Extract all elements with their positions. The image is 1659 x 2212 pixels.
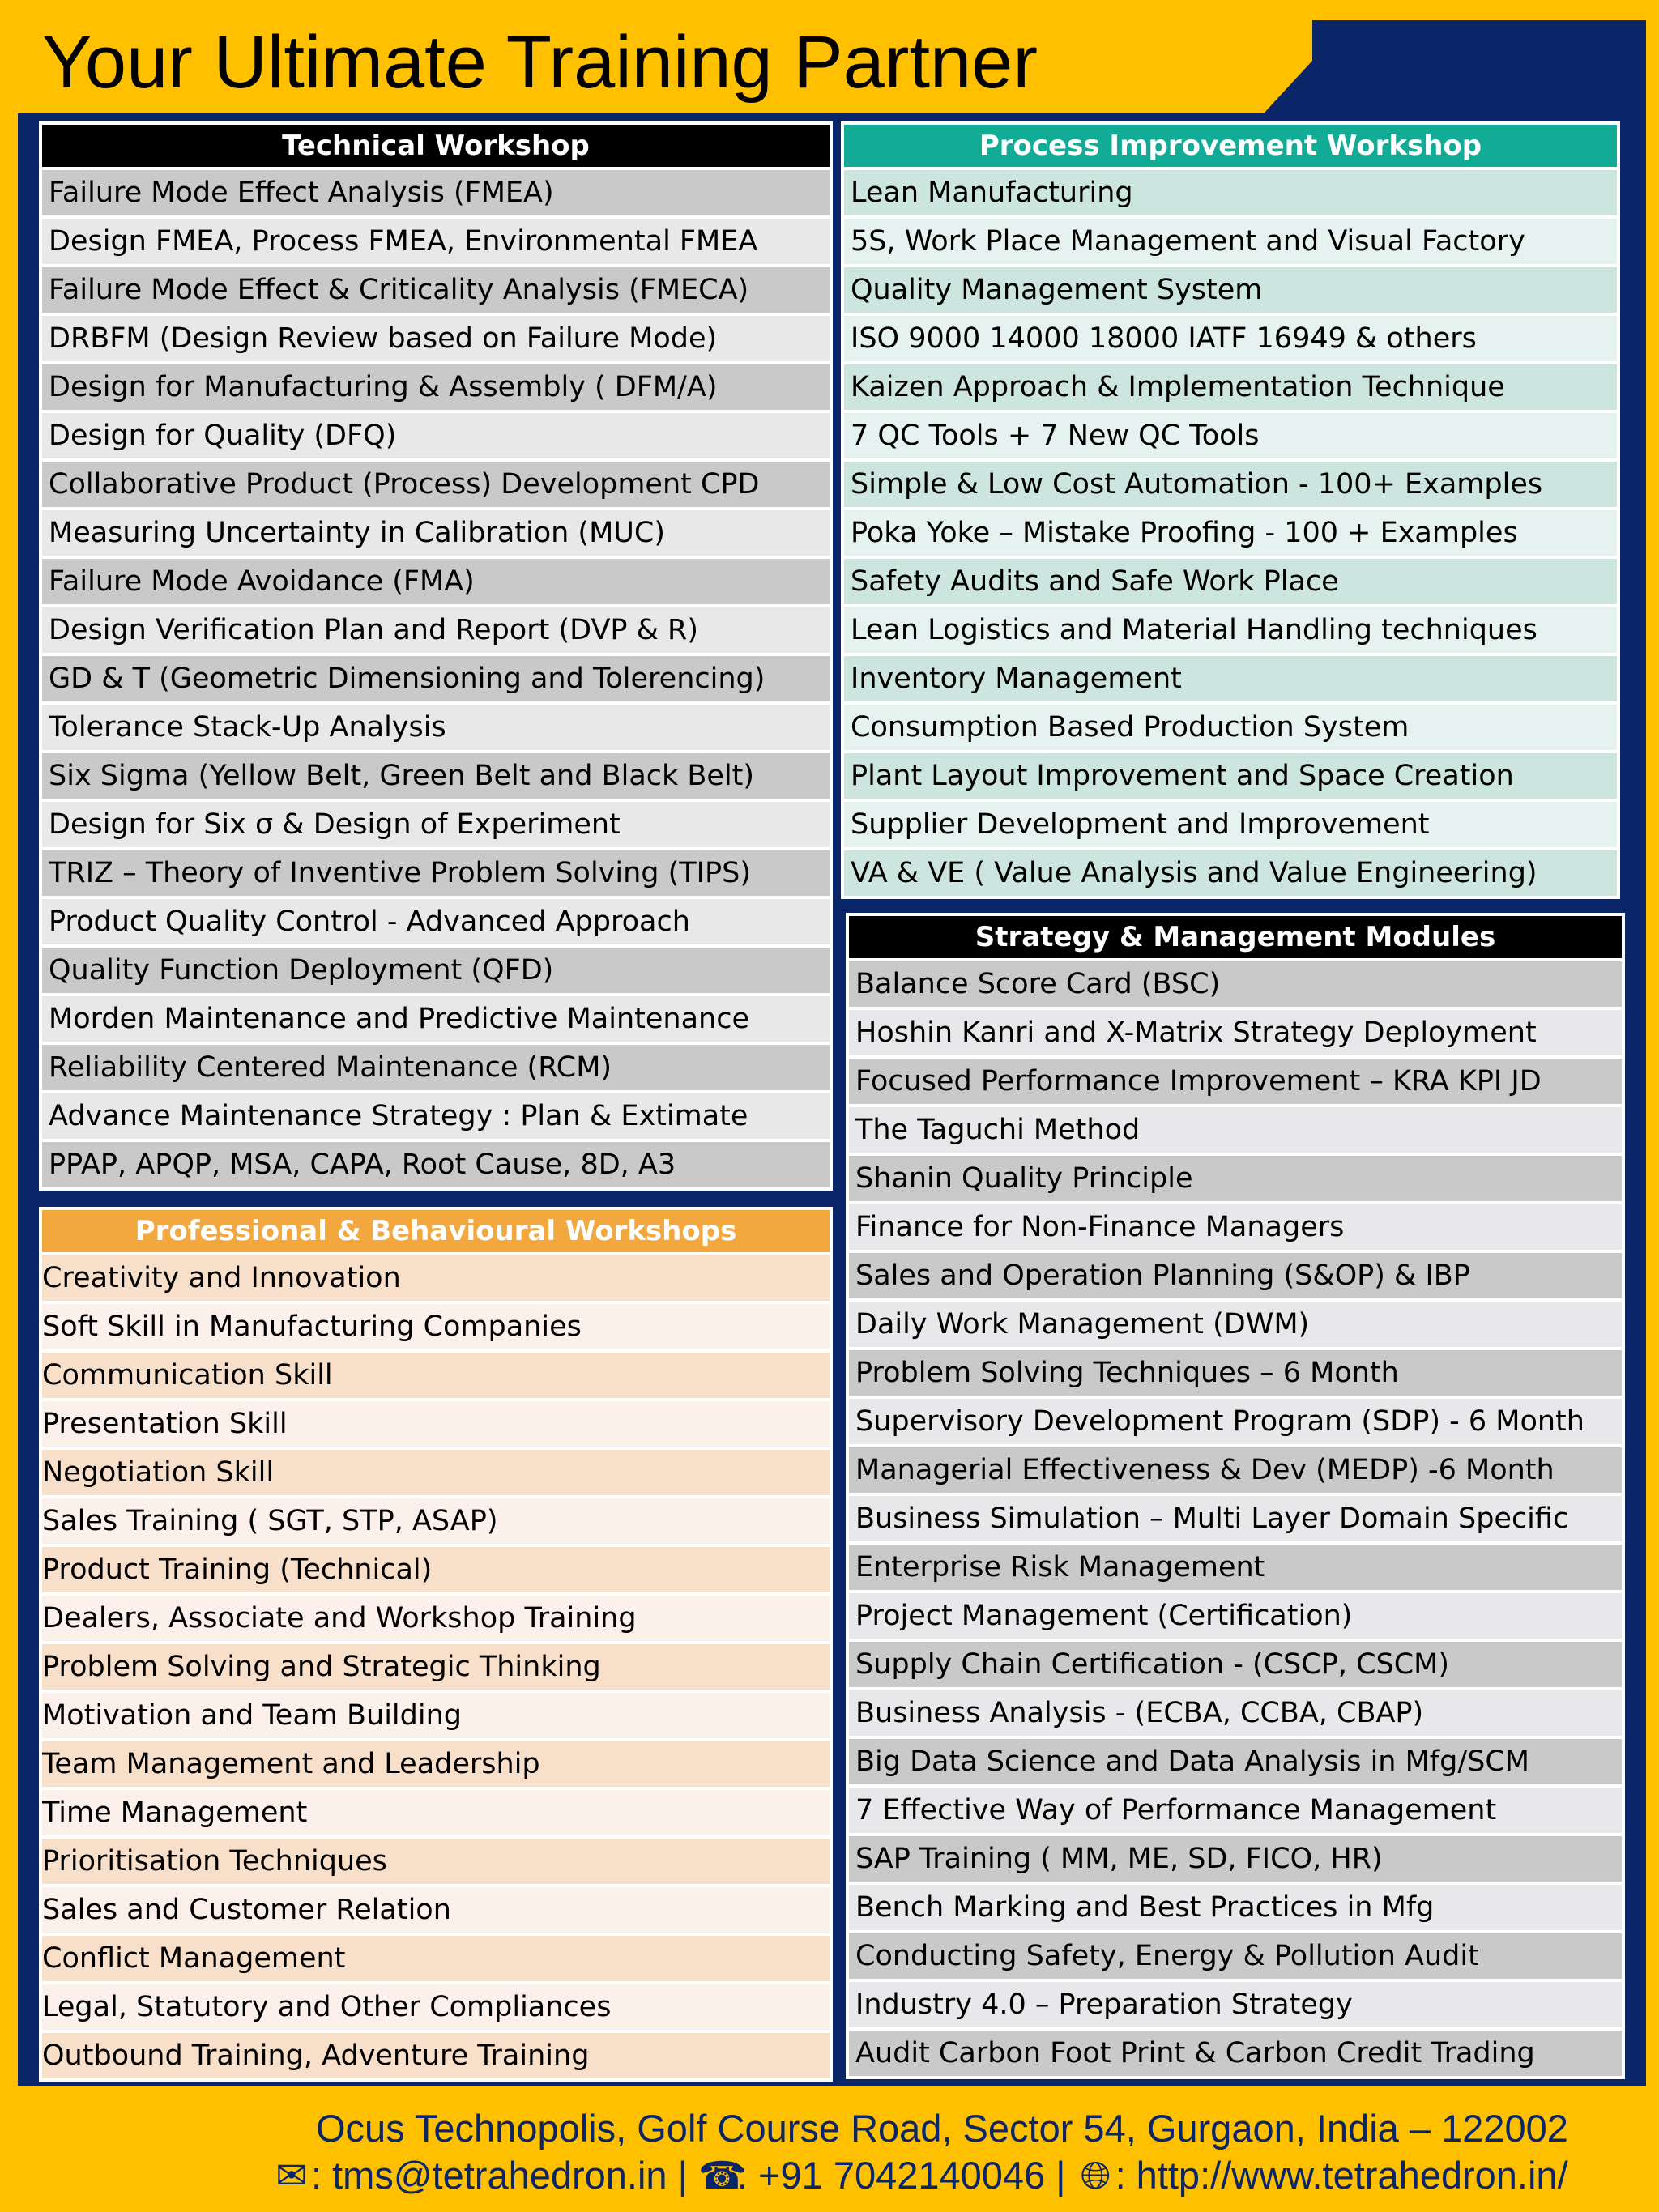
list-item: Focused Performance Improvement – KRA KPI JD (849, 1059, 1622, 1107)
list-item: Project Management (Certification) (849, 1593, 1622, 1642)
list-item: Advance Maintenance Strategy : Plan & Extimate (42, 1093, 830, 1142)
list-item: Design Verification Plan and Report (DVP & R) (42, 607, 830, 656)
list-item: Shanin Quality Principle (849, 1156, 1622, 1204)
professional-behavioural-header: Professional & Behavioural Workshops (42, 1210, 830, 1255)
process-improvement-list (844, 170, 1617, 896)
list-item: Hoshin Kanri and X-Matrix Strategy Deployment (849, 1010, 1622, 1059)
list-item: Managerial Effectiveness & Dev (MEDP) -6 Month (849, 1447, 1622, 1496)
list-item: PPAP, APQP, MSA, CAPA, Root Cause, 8D, A3 (42, 1142, 830, 1187)
list-item: Failure Mode Avoidance (FMA) (42, 559, 830, 607)
separator: | (1056, 2154, 1066, 2197)
list-item: 7 Effective Way of Performance Management (849, 1788, 1622, 1836)
list-item: ISO 9000 14000 18000 IATF 16949 & others (844, 316, 1617, 364)
list-item: Product Quality Control - Advanced Approach (42, 899, 830, 948)
list-item: Design FMEA, Process FMEA, Environmental FMEA (42, 219, 830, 267)
list-item: Tolerance Stack-Up Analysis (42, 705, 830, 753)
strategy-management-panel (846, 913, 1625, 2079)
footer-contact (272, 2151, 1568, 2201)
list-item: Finance for Non-Finance Managers (849, 1204, 1622, 1253)
list-item: Kaizen Approach & Implementation Technique (844, 364, 1617, 413)
list-item: Quality Management System (844, 267, 1617, 316)
list-item: Problem Solving Techniques – 6 Month (849, 1350, 1622, 1399)
list-item: Business Simulation – Multi Layer Domain Specific (849, 1496, 1622, 1545)
list-item: Six Sigma (Yellow Belt, Green Belt and Black Belt) (42, 753, 830, 802)
list-item: 7 QC Tools + 7 New QC Tools (844, 413, 1617, 462)
envelope-icon: ✉ (275, 2154, 308, 2198)
list-item: TRIZ – Theory of Inventive Problem Solving (TIPS) (42, 850, 830, 899)
list-item: Conflict Management (42, 1936, 830, 1984)
strategy-management-list (849, 961, 1622, 2076)
technical-workshop-panel (39, 121, 833, 1191)
footer-address: Ocus Technopolis, Golf Course Road, Sector 54, Gurgaon, India – 122002 (316, 2107, 1568, 2150)
list-item: Supervisory Development Program (SDP) - 6 Month (849, 1399, 1622, 1447)
list-item: VA & VE ( Value Analysis and Value Engineering) (844, 850, 1617, 896)
telephone-icon: ☎ (697, 2154, 746, 2198)
list-item: Measuring Uncertainty in Calibration (MUC) (42, 510, 830, 559)
list-item: Bench Marking and Best Practices in Mfg (849, 1885, 1622, 1933)
list-item: The Taguchi Method (849, 1107, 1622, 1156)
professional-behavioural-panel (39, 1207, 833, 2082)
list-item: Conducting Safety, Energy & Pollution Audit (849, 1933, 1622, 1982)
list-item: Supply Chain Certification - (CSCP, CSCM) (849, 1642, 1622, 1690)
list-item: Plant Layout Improvement and Space Creation (844, 753, 1617, 802)
list-item: Design for Manufacturing & Assembly ( DFM/A) (42, 364, 830, 413)
phone-link[interactable]: : +91 7042140046 (736, 2154, 1046, 2197)
list-item: Collaborative Product (Process) Development CPD (42, 462, 830, 510)
list-item: Product Training (Technical) (42, 1547, 830, 1596)
list-item: Creativity and Innovation (42, 1255, 830, 1304)
technical-workshop-list (42, 170, 830, 1187)
list-item: Prioritisation Techniques (42, 1839, 830, 1887)
list-item: Motivation and Team Building (42, 1693, 830, 1741)
process-improvement-panel (841, 121, 1620, 899)
list-item: Supplier Development and Improvement (844, 802, 1617, 850)
list-item: Safety Audits and Safe Work Place (844, 559, 1617, 607)
list-item: Negotiation Skill (42, 1450, 830, 1498)
list-item: Communication Skill (42, 1353, 830, 1401)
technical-workshop-header: Technical Workshop (42, 125, 830, 170)
globe-icon: 🌐︎ (1080, 2154, 1111, 2198)
list-item: DRBFM (Design Review based on Failure Mode) (42, 316, 830, 364)
list-item: 5S, Work Place Management and Visual Factory (844, 219, 1617, 267)
list-item: SAP Training ( MM, ME, SD, FICO, HR) (849, 1836, 1622, 1885)
list-item: Failure Mode Effect & Criticality Analysis (FMECA) (42, 267, 830, 316)
process-improvement-header: Process Improvement Workshop (844, 125, 1617, 170)
list-item: Time Management (42, 1790, 830, 1839)
list-item: Design for Six σ & Design of Experiment (42, 802, 830, 850)
professional-behavioural-list (42, 1255, 830, 2078)
list-item: Inventory Management (844, 656, 1617, 705)
list-item: GD & T (Geometric Dimensioning and Tolerencing) (42, 656, 830, 705)
list-item: Business Analysis - (ECBA, CCBA, CBAP) (849, 1690, 1622, 1739)
list-item: Big Data Science and Data Analysis in Mfg/SCM (849, 1739, 1622, 1788)
list-item: Presentation Skill (42, 1401, 830, 1450)
list-item: Sales and Operation Planning (S&OP) & IBP (849, 1253, 1622, 1302)
list-item: Industry 4.0 – Preparation Strategy (849, 1982, 1622, 2031)
list-item: Sales Training ( SGT, STP, ASAP) (42, 1498, 830, 1547)
list-item: Soft Skill in Manufacturing Companies (42, 1304, 830, 1353)
email-link[interactable]: : tms@tetrahedron.in (311, 2154, 667, 2197)
list-item: Audit Carbon Foot Print & Carbon Credit Trading (849, 2031, 1622, 2076)
list-item: Simple & Low Cost Automation - 100+ Examples (844, 462, 1617, 510)
list-item: Poka Yoke – Mistake Proofing - 100 + Examples (844, 510, 1617, 559)
list-item: Morden Maintenance and Predictive Maintenance (42, 996, 830, 1045)
website-link[interactable]: : http://www.tetrahedron.in/ (1115, 2154, 1568, 2197)
list-item: Balance Score Card (BSC) (849, 961, 1622, 1010)
list-item: Reliability Centered Maintenance (RCM) (42, 1045, 830, 1093)
list-item: Team Management and Leadership (42, 1741, 830, 1790)
list-item: Failure Mode Effect Analysis (FMEA) (42, 170, 830, 219)
list-item: Problem Solving and Strategic Thinking (42, 1644, 830, 1693)
list-item: Enterprise Risk Management (849, 1545, 1622, 1593)
list-item: Sales and Customer Relation (42, 1887, 830, 1936)
list-item: Lean Manufacturing (844, 170, 1617, 219)
list-item: Lean Logistics and Material Handling techniques (844, 607, 1617, 656)
list-item: Outbound Training, Adventure Training (42, 2033, 830, 2078)
list-item: Legal, Statutory and Other Compliances (42, 1984, 830, 2033)
strategy-management-header: Strategy & Management Modules (849, 916, 1622, 961)
separator: | (677, 2154, 688, 2197)
list-item: Consumption Based Production System (844, 705, 1617, 753)
list-item: Daily Work Management (DWM) (849, 1302, 1622, 1350)
list-item: Dealers, Associate and Workshop Training (42, 1596, 830, 1644)
list-item: Quality Function Deployment (QFD) (42, 948, 830, 996)
list-item: Design for Quality (DFQ) (42, 413, 830, 462)
navy-corner-accent (1150, 20, 1646, 121)
footer-band-wedge (122, 2096, 203, 2212)
page-title: Your Ultimate Training Partner (42, 21, 1038, 104)
